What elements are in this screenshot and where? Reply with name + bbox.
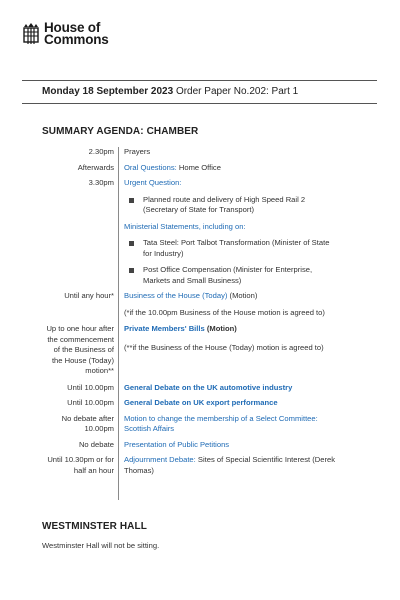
agenda-row: [42, 440, 382, 451]
logo-line-1: House of: [44, 20, 101, 35]
logo-line-2: Commons: [44, 32, 109, 47]
header-rule-top: [22, 80, 377, 81]
list-item: [124, 265, 336, 286]
list-item-text: Post Office Compensation (Minister for Enterprise, Markets and Small Business): [143, 265, 313, 285]
order-paper-header: [42, 86, 298, 97]
agenda-time: No debate: [78, 439, 114, 449]
agenda-item: [124, 455, 336, 476]
summary-agenda-title: SUMMARY AGENDA: CHAMBER: [42, 126, 199, 137]
agenda-item-text: (Motion): [229, 291, 258, 300]
agenda-item: [124, 178, 336, 216]
agenda-item: [124, 324, 336, 377]
select-committee-motion-link[interactable]: Motion to change the membership of a Select Committee: Scottish Affairs: [124, 413, 318, 433]
agenda-row: [42, 147, 382, 158]
agenda-time-empty: [42, 222, 114, 287]
agenda-item-text: Home Office: [178, 162, 221, 172]
automotive-debate-link[interactable]: General Debate on the UK automotive industry: [124, 382, 293, 392]
bullet-icon: [129, 241, 134, 246]
portcullis-icon: [22, 22, 40, 46]
list-item-text: Tata Steel: Port Talbot Transformation (Minister of State for Industry): [143, 238, 330, 258]
agenda-item: [124, 383, 336, 394]
agenda-time: Up to one hour after the commencement of the Business of the House (Today) motion**: [46, 324, 114, 375]
agenda-row: [42, 308, 382, 319]
header-rule-bottom: [22, 103, 377, 104]
agenda-row: [42, 291, 382, 302]
agenda-time: Until 10.00pm: [67, 398, 114, 407]
agenda-item: [124, 291, 336, 302]
agenda-item: Prayers: [124, 147, 151, 156]
agenda-row: [42, 324, 382, 377]
public-petitions-link[interactable]: Presentation of Public Petitions: [124, 439, 230, 449]
adjournment-debate-link[interactable]: Adjournment Debate:: [124, 455, 196, 464]
agenda-row: [42, 178, 382, 216]
list-item: [124, 195, 336, 216]
list-item-text: Planned route and delivery of High Speed Rail 2 (Secretary of State for Transport): [143, 194, 306, 214]
agenda-time: Until 10.30pm or for half an hour: [47, 455, 114, 475]
agenda-row: [42, 398, 382, 409]
bullet-icon: [129, 268, 134, 273]
order-paper-date: Monday 18 September 2023: [42, 86, 174, 97]
agenda-row: [42, 455, 382, 476]
order-paper-number: Order Paper No.202: Part 1: [175, 86, 299, 97]
agenda-time-empty: [42, 308, 114, 319]
ministerial-statements-link[interactable]: Ministerial Statements, including on:: [124, 221, 246, 231]
agenda-table: [42, 147, 382, 476]
private-members-bills-link[interactable]: Private Members' Bills: [124, 324, 205, 333]
westminster-hall-title: WESTMINSTER HALL: [42, 521, 147, 532]
export-debate-link[interactable]: General Debate on UK export performance: [124, 398, 278, 407]
agenda-time: 2.30pm: [88, 147, 114, 156]
agenda-item: [124, 163, 336, 174]
agenda-row: [42, 383, 382, 394]
agenda-note: (**if the Business of the House (Today) motion is agreed to): [124, 342, 324, 352]
list-item: [124, 238, 336, 259]
house-of-commons-logo: [22, 22, 109, 46]
agenda-time: Until any hour*: [64, 291, 114, 300]
agenda-note: (*if the 10.00pm Business of the House motion is agreed to): [124, 307, 325, 317]
business-of-the-house-link[interactable]: Business of the House (Today): [124, 291, 228, 300]
agenda-item: [124, 440, 336, 451]
agenda-item-text: Sites of Special Scientific Interest (Derek Thomas): [124, 455, 336, 475]
agenda-item: [124, 398, 336, 409]
agenda-row: [42, 222, 382, 287]
agenda-item: [124, 414, 336, 435]
agenda-time: Afterwards: [77, 162, 114, 172]
urgent-question-link[interactable]: Urgent Question:: [124, 178, 182, 187]
agenda-time: 3.30pm: [88, 178, 114, 187]
agenda-item: [124, 222, 336, 287]
agenda-time: Until 10.00pm: [67, 382, 114, 392]
agenda-row: [42, 163, 382, 174]
agenda-item-text: (Motion): [206, 324, 237, 333]
agenda-time: No debate after 10.00pm: [61, 413, 114, 433]
westminster-hall-text: Westminster Hall will not be sitting.: [42, 541, 160, 550]
oral-questions-link[interactable]: Oral Questions:: [124, 162, 177, 172]
bullet-icon: [129, 198, 134, 203]
agenda-row: [42, 414, 382, 435]
